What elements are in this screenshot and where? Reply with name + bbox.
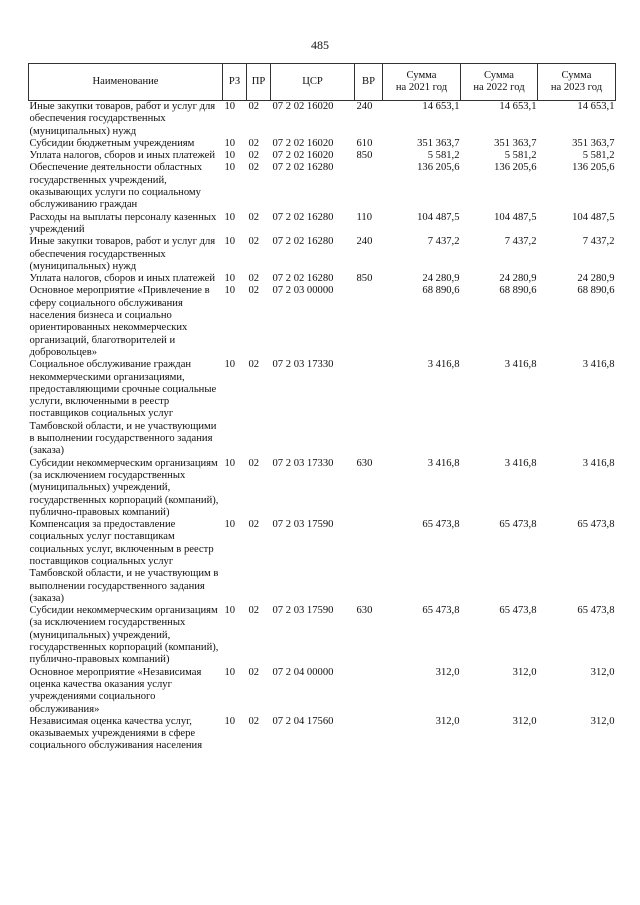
row-pr: 02 [248,285,260,297]
row-rz: 10 [224,715,236,727]
row-sum-2021: 24 280,9 [422,273,460,285]
row-sum-2021: 5 581,2 [427,150,460,162]
row-rz: 10 [224,211,236,223]
row-pr: 02 [248,162,260,174]
row-sum-2023: 351 363,7 [572,137,615,149]
table-row [29,273,616,285]
row-csr: 07 2 03 00000 [272,285,334,297]
row-sum-2022: 312,0 [512,715,537,727]
row-csr: 07 2 02 16280 [272,236,334,248]
table-body [29,101,616,753]
table-row [29,236,616,273]
row-pr: 02 [248,519,260,531]
row-name: Уплата налогов, сборов и иных платежей [29,150,216,162]
row-csr: 07 2 02 16280 [272,162,334,174]
header-rz: РЗ [223,64,247,101]
row-sum-2021: 65 473,8 [422,605,460,617]
row-sum-2023: 136 205,6 [572,162,615,174]
row-sum-2022: 7 437,2 [504,236,537,248]
row-sum-2023: 65 473,8 [577,519,615,531]
row-sum-2023: 24 280,9 [577,273,615,285]
row-sum-2022: 65 473,8 [499,605,537,617]
row-vr [355,285,383,359]
row-sum-2021: 7 437,2 [427,236,460,248]
table-row [29,458,616,519]
row-sum-2021: 14 653,1 [422,101,460,112]
table-row [29,359,616,457]
row-sum-2022: 14 653,1 [499,101,537,112]
row-csr: 07 2 03 17590 [272,519,334,531]
row-vr [355,359,383,457]
row-sum-2022: 312,0 [512,666,537,678]
table-row [29,101,616,138]
row-sum-2022: 351 363,7 [494,137,537,149]
table-row [29,716,616,753]
row-sum-2023: 104 487,5 [572,211,615,223]
row-rz: 10 [224,150,236,162]
row-sum-2021: 68 890,6 [422,285,460,297]
row-name: Компенсация за предоставление социальных услуг поставщикам социальных услуг, включенным в реестр поставщиков социальных услуг Тамбовской области, и не участвующим в выполнении государственного задания (заказа) [29,519,219,604]
row-name: Уплата налогов, сборов и иных платежей [29,273,216,285]
row-name: Социальное обслуживание граждан некоммерческими организациями, предоставляющими срочные социальные услуги, включенными в реестр поставщиков социальных услуг Тамбовской области, и не участвующими в выполнении государственного задания (заказа) [29,359,217,457]
row-rz: 10 [224,666,236,678]
row-rz: 10 [224,162,236,174]
row-vr [355,162,383,211]
table-header-row [29,64,616,101]
row-sum-2023: 3 416,8 [582,359,615,371]
budget-table [28,63,616,753]
row-vr: 610 [356,137,373,149]
row-name: Обеспечение деятельности областных государственных учреждений, оказывающих услуги по социальному обслуживанию граждан [29,162,203,211]
row-vr: 630 [356,457,373,469]
row-sum-2023: 312,0 [590,666,615,678]
table-row [29,667,616,716]
row-name: Иные закупки товаров, работ и услуг для обеспечения государственных (муниципальных) нужд [29,101,216,137]
header-name: Наименование [29,64,223,101]
row-vr: 850 [356,150,373,162]
row-sum-2022: 5 581,2 [504,150,537,162]
table-row [29,150,616,162]
row-sum-2021: 3 416,8 [427,359,460,371]
row-sum-2022: 24 280,9 [499,273,537,285]
row-csr: 07 2 03 17330 [272,359,334,371]
row-sum-2023: 312,0 [590,715,615,727]
row-vr: 240 [356,101,373,112]
row-rz: 10 [224,101,236,112]
row-pr: 02 [248,457,260,469]
row-name: Основное мероприятие «Независимая оценка качества оказания услуг учреждениями социального обслуживания» [29,666,202,715]
row-pr: 02 [248,137,260,149]
row-sum-2023: 5 581,2 [582,150,615,162]
row-csr: 07 2 02 16020 [272,101,334,112]
row-sum-2022: 65 473,8 [499,519,537,531]
row-sum-2021: 351 363,7 [417,137,460,149]
table-row [29,138,616,150]
row-rz: 10 [224,236,236,248]
header-sum-2023: Сумма на 2023 год [538,64,616,101]
row-sum-2021: 104 487,5 [417,211,460,223]
row-csr: 07 2 03 17590 [272,605,334,617]
row-csr: 07 2 02 16020 [272,150,334,162]
row-csr: 07 2 02 16280 [272,211,334,223]
row-sum-2021: 3 416,8 [427,457,460,469]
header-sum-2022: Сумма на 2022 год [461,64,538,101]
row-name: Субсидии некоммерческим организациям (за исключением государственных (муниципальных) учреждений, государственных корпораций (компаний), публично-правовых компаний) [29,605,219,666]
row-pr: 02 [248,666,260,678]
header-sum-2021: Сумма на 2021 год [383,64,461,101]
row-vr: 630 [356,605,373,617]
row-pr: 02 [248,236,260,248]
row-name: Расходы на выплаты персоналу казенных учреждений [29,211,217,235]
row-pr: 02 [248,715,260,727]
row-pr: 02 [248,101,260,112]
row-sum-2023: 7 437,2 [582,236,615,248]
row-pr: 02 [248,605,260,617]
table-row [29,605,616,666]
row-name: Иные закупки товаров, работ и услуг для обеспечения государственных (муниципальных) нужд [29,236,216,272]
row-rz: 10 [224,605,236,617]
row-sum-2023: 65 473,8 [577,605,615,617]
row-sum-2021: 136 205,6 [417,162,460,174]
row-rz: 10 [224,359,236,371]
row-sum-2022: 3 416,8 [504,457,537,469]
row-sum-2022: 68 890,6 [499,285,537,297]
row-rz: 10 [224,273,236,285]
row-csr: 07 2 02 16280 [272,273,334,285]
row-sum-2023: 68 890,6 [577,285,615,297]
row-pr: 02 [248,211,260,223]
row-sum-2021: 65 473,8 [422,519,460,531]
header-csr: ЦСР [271,64,355,101]
row-pr: 02 [248,359,260,371]
row-vr: 240 [356,236,373,248]
row-csr: 07 2 04 17560 [272,715,334,727]
row-sum-2022: 3 416,8 [504,359,537,371]
row-vr [355,519,383,605]
table-row [29,212,616,237]
row-csr: 07 2 03 17330 [272,457,334,469]
row-name: Независимая оценка качества услуг, оказываемых учреждениями в сфере социального обслуживания населения [29,715,203,752]
row-vr [355,716,383,753]
row-name: Основное мероприятие «Привлечение в сферу социального обслуживания населения бизнеса и социально ориентированных некоммерческих организаций, благотворителей и добровольцев» [29,285,210,358]
row-vr: 110 [356,211,372,223]
row-sum-2022: 104 487,5 [494,211,537,223]
row-rz: 10 [224,285,236,297]
row-pr: 02 [248,273,260,285]
row-sum-2022: 136 205,6 [494,162,537,174]
row-vr [355,667,383,716]
row-sum-2023: 14 653,1 [577,101,615,112]
table-row [29,162,616,211]
table-row [29,285,616,359]
row-sum-2021: 312,0 [435,715,460,727]
row-name: Субсидии бюджетным учреждениям [29,137,195,149]
row-rz: 10 [224,519,236,531]
row-pr: 02 [248,150,260,162]
row-rz: 10 [224,457,236,469]
row-rz: 10 [224,137,236,149]
row-name: Субсидии некоммерческим организациям (за исключением государственных (муниципальных) учреждений, государственных корпораций (компаний), публично-правовых компаний) [29,457,219,518]
page-number: 485 [311,38,329,52]
header-pr: ПР [247,64,271,101]
row-csr: 07 2 04 00000 [272,666,334,678]
header-vr: ВР [355,64,383,101]
table-row [29,519,616,605]
row-csr: 07 2 02 16020 [272,137,334,149]
row-sum-2021: 312,0 [435,666,460,678]
row-vr: 850 [356,273,373,285]
row-sum-2023: 3 416,8 [582,457,615,469]
